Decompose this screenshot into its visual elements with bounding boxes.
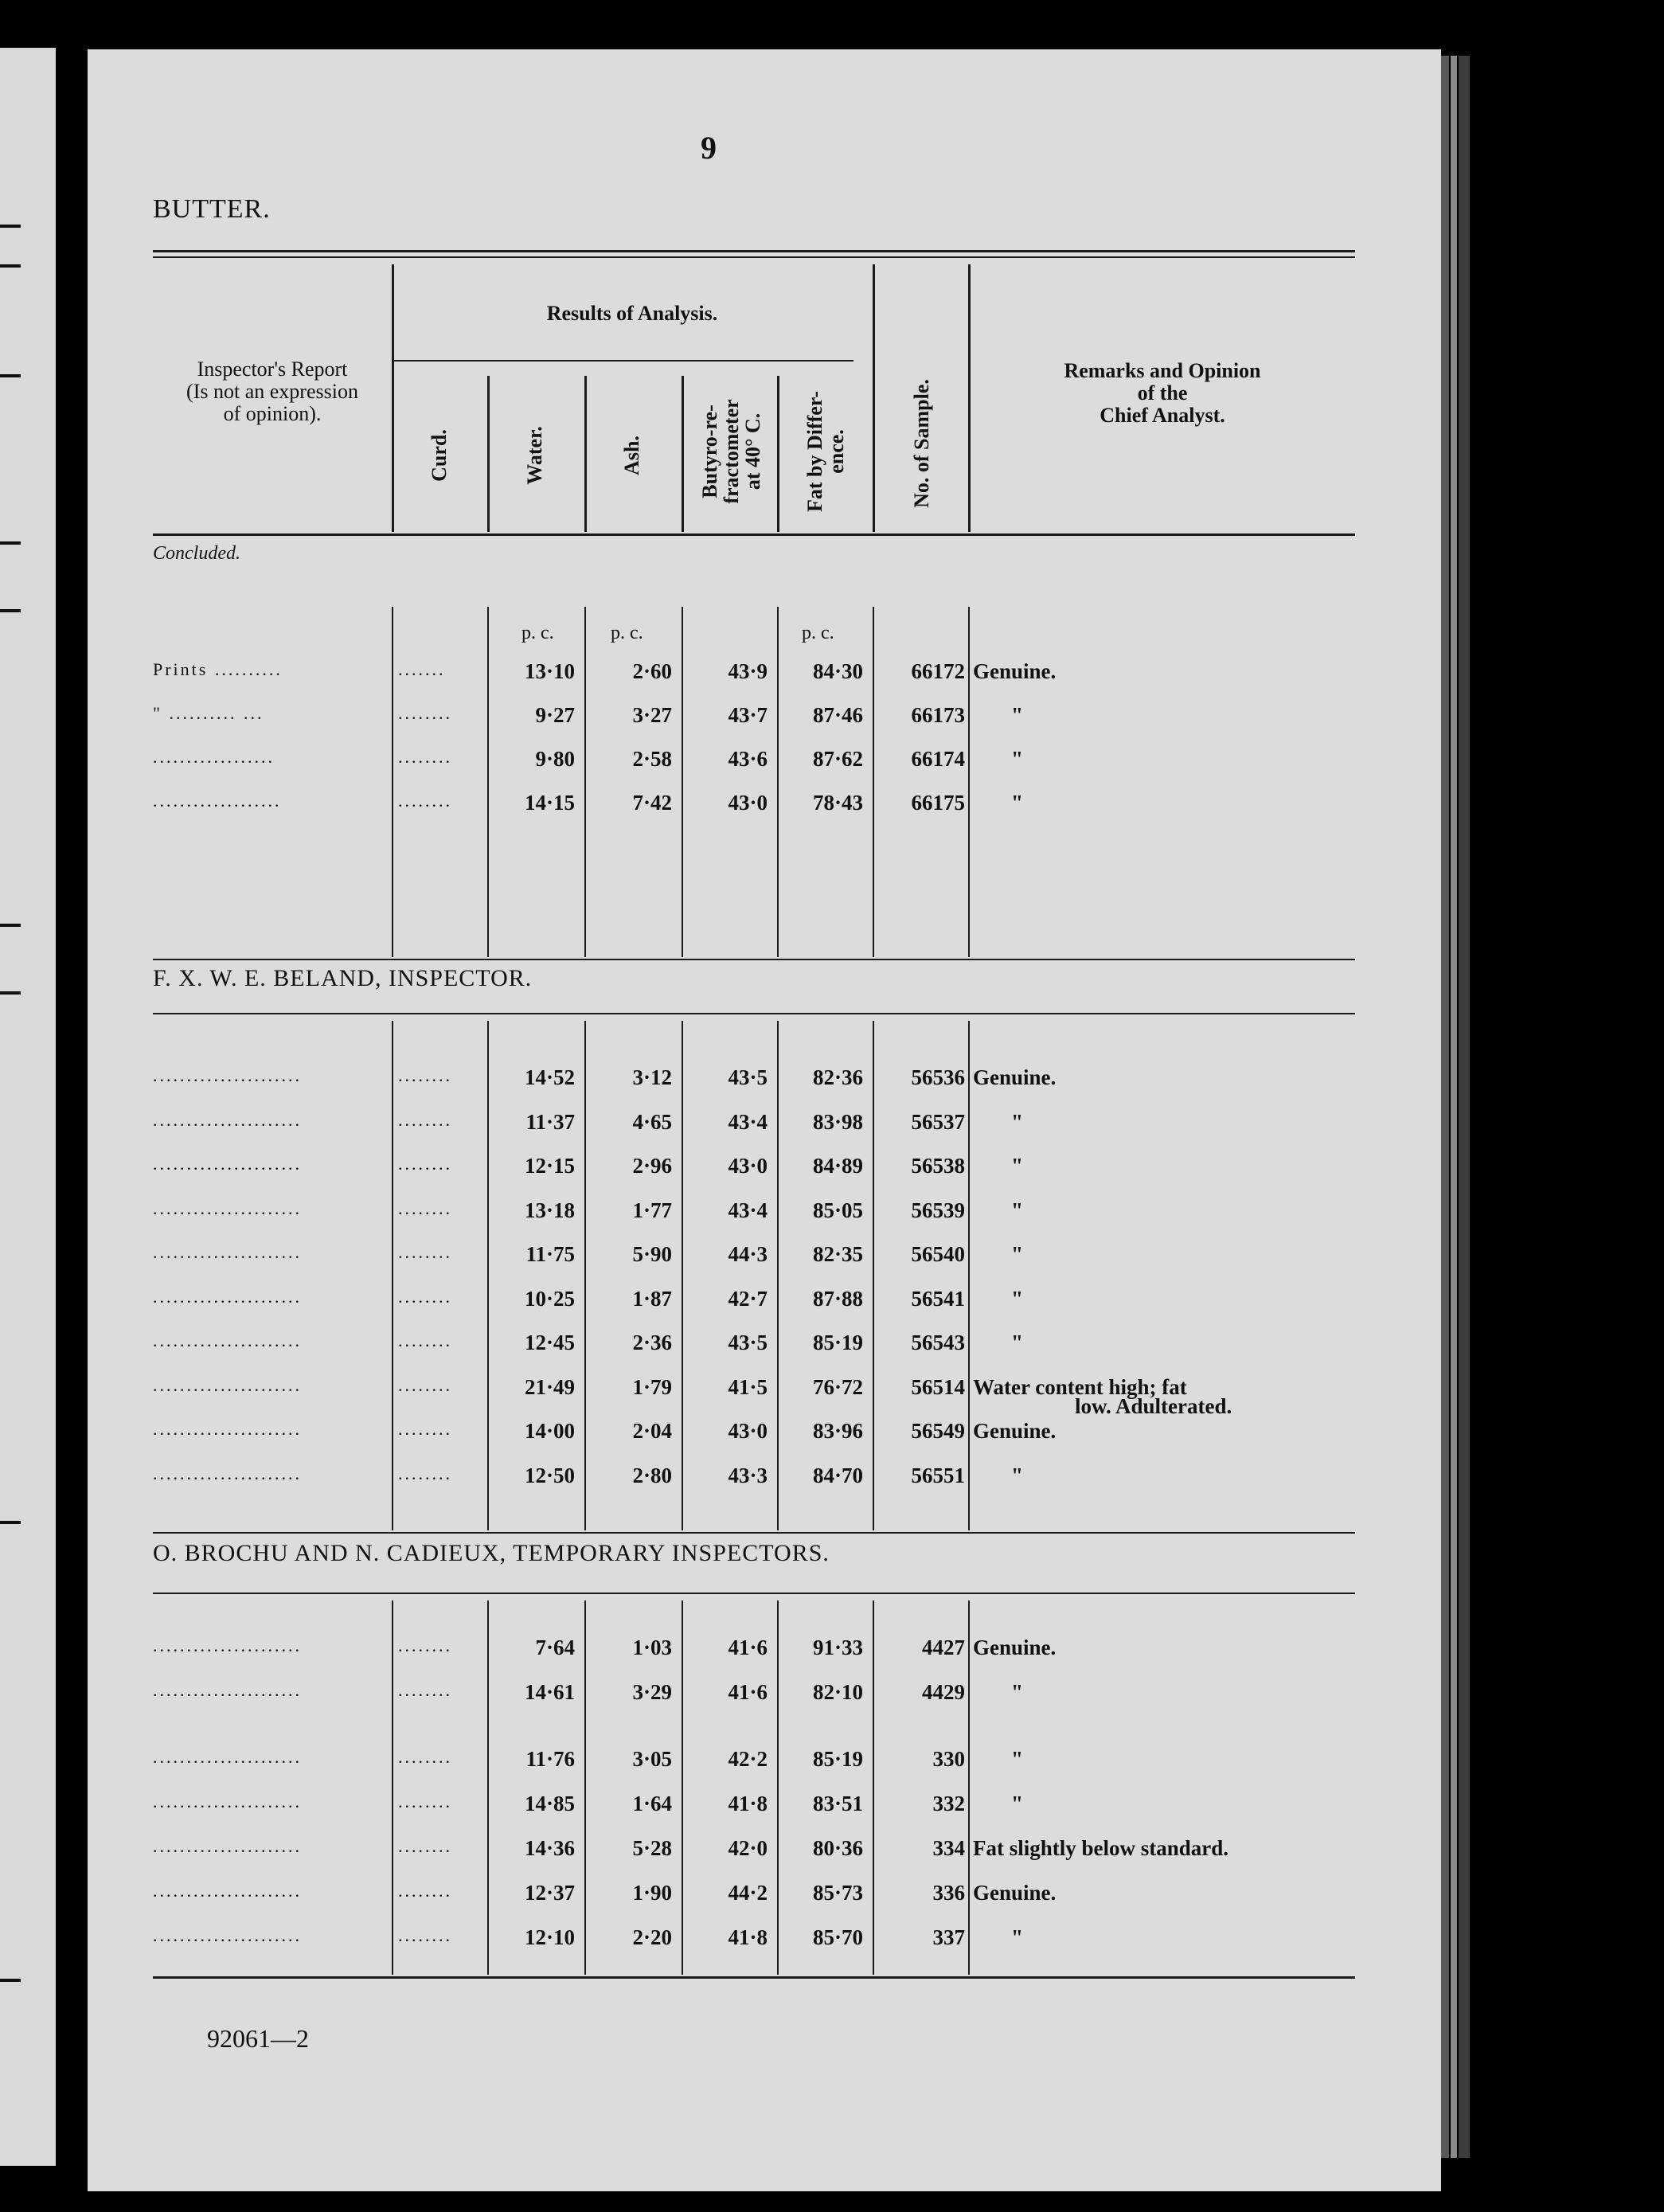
- cell-fat: 85·05: [812, 1198, 863, 1222]
- cell-butyro: 41·5: [728, 1374, 768, 1399]
- cell-remark: Genuine.: [973, 1636, 1057, 1659]
- cell-fat: 85·70: [812, 1925, 863, 1949]
- cell-curd: ........: [398, 1242, 452, 1262]
- cell-water: 10·25: [524, 1286, 575, 1311]
- cell-curd: ........: [398, 1792, 452, 1811]
- cell-butyro: 41·6: [728, 1680, 768, 1704]
- cell-curd: ........: [398, 1836, 452, 1856]
- cell-sample: 66174: [911, 747, 965, 771]
- cell-butyro: 43·7: [728, 703, 768, 727]
- cell-remark: Genuine.: [973, 1065, 1057, 1089]
- cell-sample: 4429: [922, 1680, 965, 1704]
- cell-water: 12·45: [524, 1331, 575, 1354]
- cell-sample: 330: [932, 1747, 965, 1771]
- cell-report: ......................: [153, 1925, 302, 1945]
- cell-remark: ": [1011, 747, 1023, 771]
- cell-water: 7·64: [535, 1636, 575, 1659]
- cell-butyro: 43·0: [728, 1419, 768, 1443]
- unit-water: p. c.: [521, 623, 554, 643]
- cell-butyro: 43·6: [728, 747, 768, 771]
- cell-water: 12·10: [524, 1925, 575, 1949]
- cell-remark: ": [1011, 1925, 1023, 1949]
- cell-report: ......................: [153, 1109, 302, 1130]
- cell-curd: ........: [398, 1680, 452, 1700]
- cell-report: ......................: [153, 1836, 302, 1856]
- header-ash: Ash.: [620, 436, 643, 475]
- cell-ash: 1·64: [632, 1792, 672, 1815]
- cell-butyro: 43·4: [728, 1198, 768, 1222]
- cell-ash: 3·05: [632, 1747, 672, 1771]
- cell-remark: ": [1011, 1463, 1023, 1487]
- unit-fat: p. c.: [802, 623, 834, 643]
- cell-remark: ": [1011, 1109, 1023, 1134]
- cell-report: ......................: [153, 1680, 302, 1700]
- cell-water: 11·37: [525, 1109, 575, 1134]
- cell-report: " .......... ...: [153, 703, 264, 723]
- cell-report: ...................: [153, 791, 282, 811]
- cell-remark: ": [1011, 1198, 1023, 1222]
- cell-fat: 83·98: [812, 1109, 863, 1134]
- cell-curd: ........: [398, 1374, 452, 1395]
- cell-water: 14·61: [524, 1680, 575, 1704]
- cell-remark: ": [1011, 1242, 1023, 1266]
- cell-water: 14·36: [524, 1836, 575, 1860]
- cell-water: 14·85: [524, 1792, 575, 1815]
- cell-sample: 56549: [911, 1419, 965, 1443]
- cell-curd: ........: [398, 1154, 452, 1174]
- cell-report: ......................: [153, 1419, 302, 1439]
- concluded-label: Concluded.: [153, 543, 240, 564]
- cell-sample: 4427: [922, 1636, 965, 1659]
- cell-butyro: 43·5: [728, 1331, 768, 1354]
- header-butyro: Butyro-re- fractometer at 40° C.: [698, 399, 764, 504]
- page-number: 9: [701, 130, 717, 166]
- cell-sample: 66175: [911, 791, 965, 815]
- cell-report: ......................: [153, 1374, 302, 1395]
- cell-fat: 76·72: [812, 1374, 863, 1399]
- cell-sample: 332: [932, 1792, 965, 1815]
- header-results-of-analysis: Results of Analysis.: [546, 302, 718, 325]
- cell-sample: 56514: [911, 1374, 965, 1399]
- page-title: BUTTER.: [153, 194, 271, 224]
- cell-remark: ": [1011, 1286, 1023, 1311]
- cell-fat: 85·73: [812, 1881, 863, 1905]
- cell-curd: ........: [398, 1198, 452, 1218]
- cell-remark: Fat slightly below standard.: [973, 1836, 1229, 1860]
- cell-butyro: 42·7: [728, 1286, 768, 1311]
- cell-curd: ........: [398, 1925, 452, 1945]
- cell-ash: 5·90: [632, 1242, 672, 1266]
- cell-curd: ........: [398, 1636, 452, 1655]
- cell-ash: 1·77: [632, 1198, 672, 1222]
- document-page: [88, 49, 1441, 2191]
- cell-sample: 56541: [911, 1286, 965, 1311]
- cell-fat: 82·36: [812, 1065, 863, 1089]
- cell-butyro: 43·5: [728, 1065, 768, 1089]
- footer-code: 92061—2: [207, 2024, 309, 2053]
- cell-report: ......................: [153, 1636, 302, 1655]
- cell-sample: 337: [932, 1925, 965, 1949]
- cell-fat: 78·43: [812, 791, 863, 815]
- cell-fat: 83·51: [812, 1792, 863, 1815]
- cell-sample: 56551: [911, 1463, 965, 1487]
- cell-curd: ........: [398, 1747, 452, 1767]
- cell-curd: .......: [398, 659, 446, 679]
- cell-curd: ........: [398, 791, 452, 811]
- cell-curd: ........: [398, 1331, 452, 1350]
- cell-fat: 87·46: [812, 703, 863, 727]
- cell-sample: 56538: [911, 1154, 965, 1178]
- cell-ash: 1·03: [632, 1636, 672, 1659]
- cell-water: 12·37: [524, 1881, 575, 1905]
- cell-report: ......................: [153, 1463, 302, 1483]
- cell-fat: 87·88: [812, 1286, 863, 1311]
- cell-sample: 66173: [911, 703, 965, 727]
- cell-remark: ": [1011, 1792, 1023, 1815]
- cell-remark: Genuine.: [973, 1419, 1057, 1443]
- cell-remark: Genuine.: [973, 659, 1057, 683]
- cell-butyro: 43·0: [728, 1154, 768, 1178]
- cell-sample: 56539: [911, 1198, 965, 1222]
- cell-ash: 2·60: [632, 659, 672, 683]
- header-inspector-report: Inspector's Report (Is not an expression of opinion).: [186, 358, 358, 425]
- cell-butyro: 43·9: [728, 659, 768, 683]
- cell-report: ......................: [153, 1747, 302, 1767]
- cell-butyro: 42·2: [728, 1747, 768, 1771]
- cell-water: 11·75: [525, 1242, 575, 1266]
- cell-butyro: 44·3: [728, 1242, 768, 1266]
- cell-report: ......................: [153, 1154, 302, 1174]
- cell-water: 21·49: [524, 1374, 575, 1399]
- cell-curd: ........: [398, 1419, 452, 1439]
- cell-fat: 84·89: [812, 1154, 863, 1178]
- cell-remark: ": [1011, 1331, 1023, 1354]
- cell-water: 14·00: [524, 1419, 575, 1443]
- cell-water: 13·18: [524, 1198, 575, 1222]
- cell-curd: ........: [398, 703, 452, 723]
- section-heading-beland: F. X. W. E. BELAND, INSPECTOR.: [153, 965, 533, 991]
- cell-fat: 91·33: [812, 1636, 863, 1659]
- cell-remark: ": [1011, 791, 1023, 815]
- cell-fat: 83·96: [812, 1419, 863, 1443]
- cell-butyro: 41·6: [728, 1636, 768, 1659]
- cell-fat: 85·19: [812, 1747, 863, 1771]
- cell-ash: 3·12: [632, 1065, 672, 1089]
- cell-sample: 56543: [911, 1331, 965, 1354]
- cell-remark-continued: low. Adulterated.: [1075, 1393, 1232, 1418]
- cell-ash: 2·80: [632, 1463, 672, 1487]
- cell-butyro: 41·8: [728, 1792, 768, 1815]
- adjacent-page-edge: [0, 48, 56, 2166]
- cell-butyro: 43·3: [728, 1463, 768, 1487]
- cell-fat: 82·10: [812, 1680, 863, 1704]
- cell-curd: ........: [398, 1109, 452, 1130]
- cell-remark: ": [1011, 1747, 1023, 1771]
- header-curd: Curd.: [428, 429, 451, 482]
- cell-butyro: 44·2: [728, 1881, 768, 1905]
- cell-remark: ": [1011, 703, 1023, 727]
- cell-butyro: 41·8: [728, 1925, 768, 1949]
- cell-ash: 3·27: [632, 703, 672, 727]
- cell-report: ......................: [153, 1792, 302, 1811]
- cell-fat: 85·19: [812, 1331, 863, 1354]
- cell-report: Prints ..........: [153, 659, 283, 679]
- cell-report: ......................: [153, 1242, 302, 1262]
- header-sample-number: No. of Sample.: [910, 379, 933, 508]
- cell-remark: Genuine.: [973, 1881, 1057, 1905]
- cell-curd: ........: [398, 1881, 452, 1901]
- cell-ash: 3·29: [632, 1680, 672, 1704]
- cell-sample: 56537: [911, 1109, 965, 1134]
- unit-ash: p. c.: [611, 623, 643, 643]
- cell-water: 14·15: [524, 791, 575, 815]
- cell-ash: 2·58: [632, 747, 672, 771]
- cell-sample: 56540: [911, 1242, 965, 1266]
- cell-report: ......................: [153, 1065, 302, 1085]
- cell-fat: 87·62: [812, 747, 863, 771]
- cell-curd: ........: [398, 747, 452, 767]
- cell-ash: 7·42: [632, 791, 672, 815]
- cell-report: ......................: [153, 1881, 302, 1901]
- cell-ash: 5·28: [632, 1836, 672, 1860]
- cell-sample: 66172: [911, 659, 965, 683]
- cell-water: 13·10: [524, 659, 575, 683]
- header-fat-by-difference: Fat by Differ- ence.: [803, 390, 848, 513]
- cell-fat: 84·70: [812, 1463, 863, 1487]
- cell-butyro: 42·0: [728, 1836, 768, 1860]
- cell-remark: ": [1011, 1680, 1023, 1704]
- header-water: Water.: [523, 426, 546, 485]
- cell-curd: ........: [398, 1065, 452, 1085]
- cell-butyro: 43·4: [728, 1109, 768, 1134]
- cell-report: ......................: [153, 1198, 302, 1218]
- cell-fat: 80·36: [812, 1836, 863, 1860]
- cell-sample: 56536: [911, 1065, 965, 1089]
- cell-curd: ........: [398, 1286, 452, 1307]
- section-heading-brochu-cadieux: O. BROCHU AND N. CADIEUX, TEMPORARY INSPECTORS.: [153, 1540, 830, 1566]
- cell-fat: 84·30: [812, 659, 863, 683]
- header-remarks: Remarks and Opinion of the Chief Analyst.: [1064, 359, 1261, 427]
- cell-ash: 2·04: [632, 1419, 672, 1443]
- cell-water: 11·76: [525, 1747, 575, 1771]
- cell-report: ......................: [153, 1286, 302, 1307]
- cell-water: 12·15: [524, 1154, 575, 1178]
- cell-ash: 1·90: [632, 1881, 672, 1905]
- cell-report: ......................: [153, 1331, 302, 1350]
- cell-sample: 334: [932, 1836, 965, 1860]
- cell-ash: 2·36: [632, 1331, 672, 1354]
- cell-water: 9·80: [535, 747, 575, 771]
- cell-butyro: 43·0: [728, 791, 768, 815]
- cell-ash: 1·79: [632, 1374, 672, 1399]
- cell-report: ..................: [153, 747, 275, 767]
- cell-water: 14·52: [524, 1065, 575, 1089]
- cell-ash: 2·96: [632, 1154, 672, 1178]
- cell-sample: 336: [932, 1881, 965, 1905]
- cell-ash: 1·87: [632, 1286, 672, 1311]
- cell-remark: Water content high; fat: [973, 1374, 1187, 1399]
- cell-ash: 2·20: [632, 1925, 672, 1949]
- cell-water: 12·50: [524, 1463, 575, 1487]
- cell-fat: 82·35: [812, 1242, 863, 1266]
- cell-curd: ........: [398, 1463, 452, 1483]
- cell-water: 9·27: [535, 703, 575, 727]
- cell-remark: ": [1011, 1154, 1023, 1178]
- cell-ash: 4·65: [632, 1109, 672, 1134]
